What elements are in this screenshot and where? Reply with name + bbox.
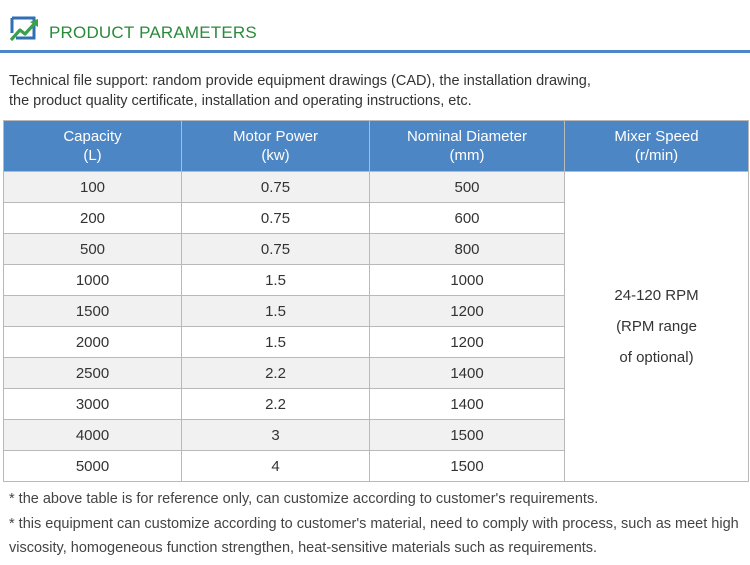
column-header-capacity: Capacity (L) [4, 121, 182, 172]
intro-line-1: Technical file support: random provide equipment drawings (CAD), the installation drawing, [9, 73, 591, 89]
capacity-cell: 100 [4, 172, 182, 203]
column-header-nominal-diameter: Nominal Diameter (mm) [370, 121, 565, 172]
footnotes [9, 487, 747, 561]
capacity-cell: 4000 [4, 420, 182, 451]
footnote-2: * this equipment can customize according to customer's material, need to comply with process, such as meet high viscosity, homogeneous function strengthen, heat-sensitive materials such as requirements. [9, 515, 739, 556]
capacity-cell: 2500 [4, 358, 182, 389]
speed-line-3: of optional) [619, 349, 694, 366]
power-cell: 1.5 [182, 265, 370, 296]
power-cell: 0.75 [182, 203, 370, 234]
column-header-mixer-speed: Mixer Speed (r/min) [565, 121, 749, 172]
header-divider [0, 50, 750, 53]
power-cell: 3 [182, 420, 370, 451]
diameter-cell: 600 [370, 203, 565, 234]
diameter-cell: 1000 [370, 265, 565, 296]
capacity-cell: 200 [4, 203, 182, 234]
diameter-cell: 1200 [370, 327, 565, 358]
capacity-cell: 3000 [4, 389, 182, 420]
diameter-cell: 1500 [370, 451, 565, 482]
power-cell: 4 [182, 451, 370, 482]
chart-trend-icon [9, 13, 39, 43]
capacity-cell: 1500 [4, 296, 182, 327]
power-cell: 0.75 [182, 172, 370, 203]
capacity-cell: 1000 [4, 265, 182, 296]
diameter-cell: 1500 [370, 420, 565, 451]
table-row [4, 172, 749, 203]
diameter-cell: 800 [370, 234, 565, 265]
section-header [0, 0, 750, 56]
parameters-table [3, 120, 749, 482]
speed-line-1: 24-120 RPM [614, 287, 699, 304]
power-cell: 2.2 [182, 358, 370, 389]
footnote-1: * the above table is for reference only, can customize according to customer's requirements. [9, 491, 599, 507]
diameter-cell: 1200 [370, 296, 565, 327]
intro-text [9, 71, 744, 111]
section-title: PRODUCT PARAMETERS [49, 23, 257, 42]
column-header-motor-power: Motor Power (kw) [182, 121, 370, 172]
mixer-speed-cell [565, 172, 749, 482]
table-header-row [4, 121, 749, 172]
diameter-cell: 1400 [370, 358, 565, 389]
capacity-cell: 2000 [4, 327, 182, 358]
power-cell: 2.2 [182, 389, 370, 420]
power-cell: 1.5 [182, 296, 370, 327]
capacity-cell: 5000 [4, 451, 182, 482]
capacity-cell: 500 [4, 234, 182, 265]
power-cell: 1.5 [182, 327, 370, 358]
power-cell: 0.75 [182, 234, 370, 265]
intro-line-2: the product quality certificate, installation and operating instructions, etc. [9, 93, 472, 109]
speed-line-2: (RPM range [616, 318, 697, 335]
diameter-cell: 500 [370, 172, 565, 203]
diameter-cell: 1400 [370, 389, 565, 420]
